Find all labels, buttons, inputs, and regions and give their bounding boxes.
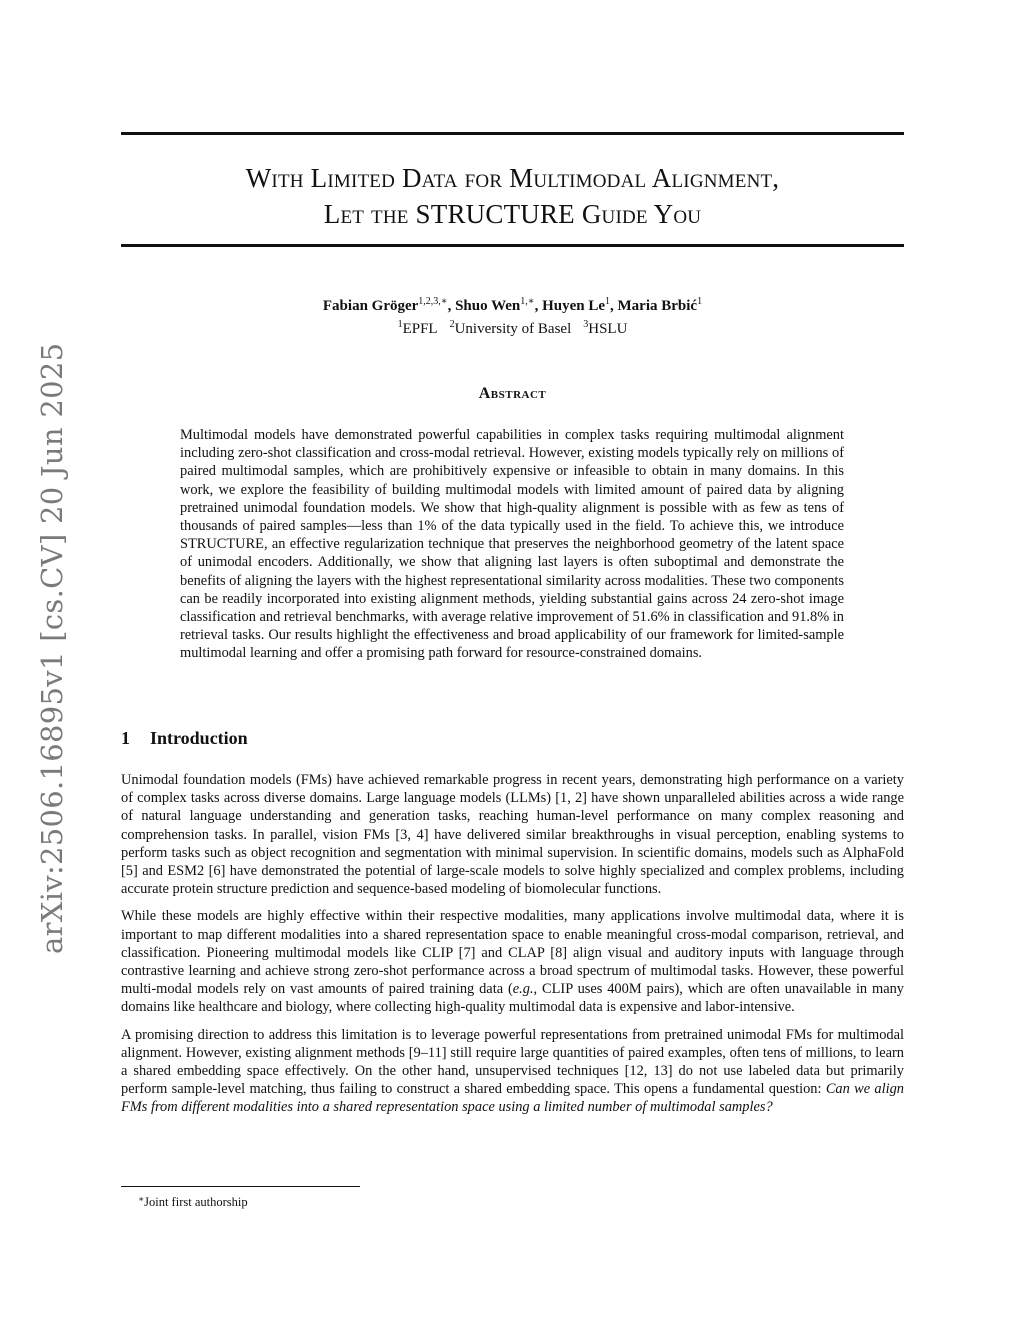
author-name: Huyen Le bbox=[542, 298, 606, 314]
intro-paragraph-2 bbox=[121, 907, 904, 1016]
title-line-2-suffix: Guide You bbox=[574, 199, 702, 229]
section-title: Introduction bbox=[150, 728, 248, 748]
author-affiliation-mark: 1,2,3,∗ bbox=[418, 296, 448, 307]
title-line-1: With Limited Data for Multimodal Alignment, bbox=[245, 163, 780, 193]
title-structure-word: STRUCTURE bbox=[415, 199, 575, 229]
footnote-text: Joint first authorship bbox=[144, 1195, 248, 1209]
author-name: Fabian Gröger bbox=[322, 298, 419, 314]
affiliation-mark: 2 bbox=[449, 319, 455, 330]
paragraph-text: , CLIP uses 400M pairs), which are often unavailable in many domains like healthcare and biology, where collecting high-quality multimodal data is expensive and labor-intensive. bbox=[121, 981, 904, 1016]
title-line-2-prefix: Let the bbox=[323, 199, 416, 229]
paragraph-text: A promising direction to address this limitation is to leverage powerful representations from pretrained unimodal FMs for multimodal alignment. However, existing alignment methods [9–11] still require large quantities of paired examples, often tens of millions, to learn a shared embedding space effectively. On the other hand, unsupervised techniques [12, 13] do not use labeled data but primarily perform sample-level matching, thus failing to construct a shared embedding space. This opens a fundamental question: bbox=[121, 1026, 904, 1098]
section-heading bbox=[121, 728, 248, 749]
affiliation-name: EPFL bbox=[402, 321, 438, 337]
footnote bbox=[138, 1191, 248, 1210]
affiliation-mark: 1 bbox=[397, 319, 403, 330]
title-bottom-rule bbox=[121, 244, 904, 247]
author-affiliation-mark: 1 bbox=[697, 296, 703, 307]
author-affiliation-mark: 1 bbox=[605, 296, 611, 307]
affiliation-name: HSLU bbox=[588, 321, 628, 337]
footnote-rule bbox=[121, 1186, 360, 1187]
author-name: Maria Brbić bbox=[617, 298, 698, 314]
paragraph-text: While these models are highly effective within their respective modalities, many applications involve multimodal data, where it is important to map different modalities into a shared representation space to enable meaningful cross-modal comparison, retrieval, and classification. Pioneering multimodal models like CLIP [7] and CLAP [8] align visual and auditory inputs with language through contrastive learning and achieve strong zero-shot performance across a broad spectrum of multimodal tasks. However, these powerful multi-modal models rely on vast amounts of paired training data ( bbox=[121, 908, 904, 998]
footnote-mark: ∗ bbox=[138, 1194, 145, 1204]
title-top-rule bbox=[121, 132, 904, 135]
paper-title bbox=[121, 160, 904, 232]
intro-paragraph-3 bbox=[121, 1026, 904, 1117]
affiliation-name: University of Basel bbox=[454, 321, 572, 337]
author-affiliation-mark: 1,∗ bbox=[520, 296, 535, 307]
intro-paragraph-1: Unimodal foundation models (FMs) have achieved remarkable progress in recent years, demonstrating high performance on a variety of complex tasks across diverse domains. Large language models (LLMs) [1, 2] have shown unparalleled abilities across a wide range of natural language understanding and generation tasks, reaching human-level performance on many complex reasoning and comprehension tasks. In parallel, vision FMs [3, 4] have delivered similar breakthroughs in visual perception, enabling systems to perform tasks such as object recognition and segmentation with minimal supervision. In scientific domains, models such as AlphaFold [5] and ESM2 [6] have demonstrated the potential of large-scale models to solve highly specialized and complex problems, including accurate protein structure prediction and sequence-based modeling of biomolecular functions. bbox=[121, 772, 904, 898]
affiliation-mark: 3 bbox=[583, 319, 589, 330]
author-list: Fabian Gröger$^{1,2,3,∗}$, Shuo Wen$^{1,∗}$, Huyen Le$^1$, Maria Brbić$^1$ bbox=[322, 296, 703, 314]
affiliation-list bbox=[121, 315, 904, 339]
author-name: Shuo Wen bbox=[455, 298, 521, 314]
introduction-body bbox=[121, 771, 904, 1126]
abstract-heading: Abstract bbox=[478, 385, 547, 402]
research-question: Can we align FMs from different modalities into a shared representation space using a limited number of multimodal samples? bbox=[121, 1081, 904, 1116]
abstract-text: Multimodal models have demonstrated powerful capabilities in complex tasks requiring multimodal alignment including zero-shot classification and cross-modal retrieval. However, existing models typically rely on millions of paired multimodal samples, which are prohibitively expensive or infeasible to obtain in many domains. In this work, we explore the feasibility of building multimodal models with limited amount of paired data by aligning pretrained unimodal foundation models. We show that high-quality alignment is possible with as few as tens of thousands of paired samples—less than 1% of the data typically used in the field. To achieve this, we introduce STRUCTURE, an effective regularization technique that preserves the neighborhood geometry of the latent space of unimodal encoders. Additionally, we show that aligning last layers is often suboptimal and demonstrate the benefits of aligning the layers with the highest representational similarity across modalities. These two components can be readily incorporated into existing alignment methods, yielding substantial gains across 24 zero-shot image classification and retrieval benchmarks, with average relative improvement of 51.6% in classification and 91.8% in retrieval tasks. Our results highlight the effectiveness and broad applicability of our framework for limited-sample multimodal learning and offer a promising path forward for resource-constrained domains. bbox=[180, 427, 844, 662]
eg-abbreviation: e.g. bbox=[512, 981, 534, 998]
arxiv-identifier: arXiv:2506.16895v1 [cs.CV] 20 Jun 2025 bbox=[35, 342, 69, 954]
section-number: 1 bbox=[121, 728, 130, 748]
title-line-2 bbox=[121, 196, 904, 232]
